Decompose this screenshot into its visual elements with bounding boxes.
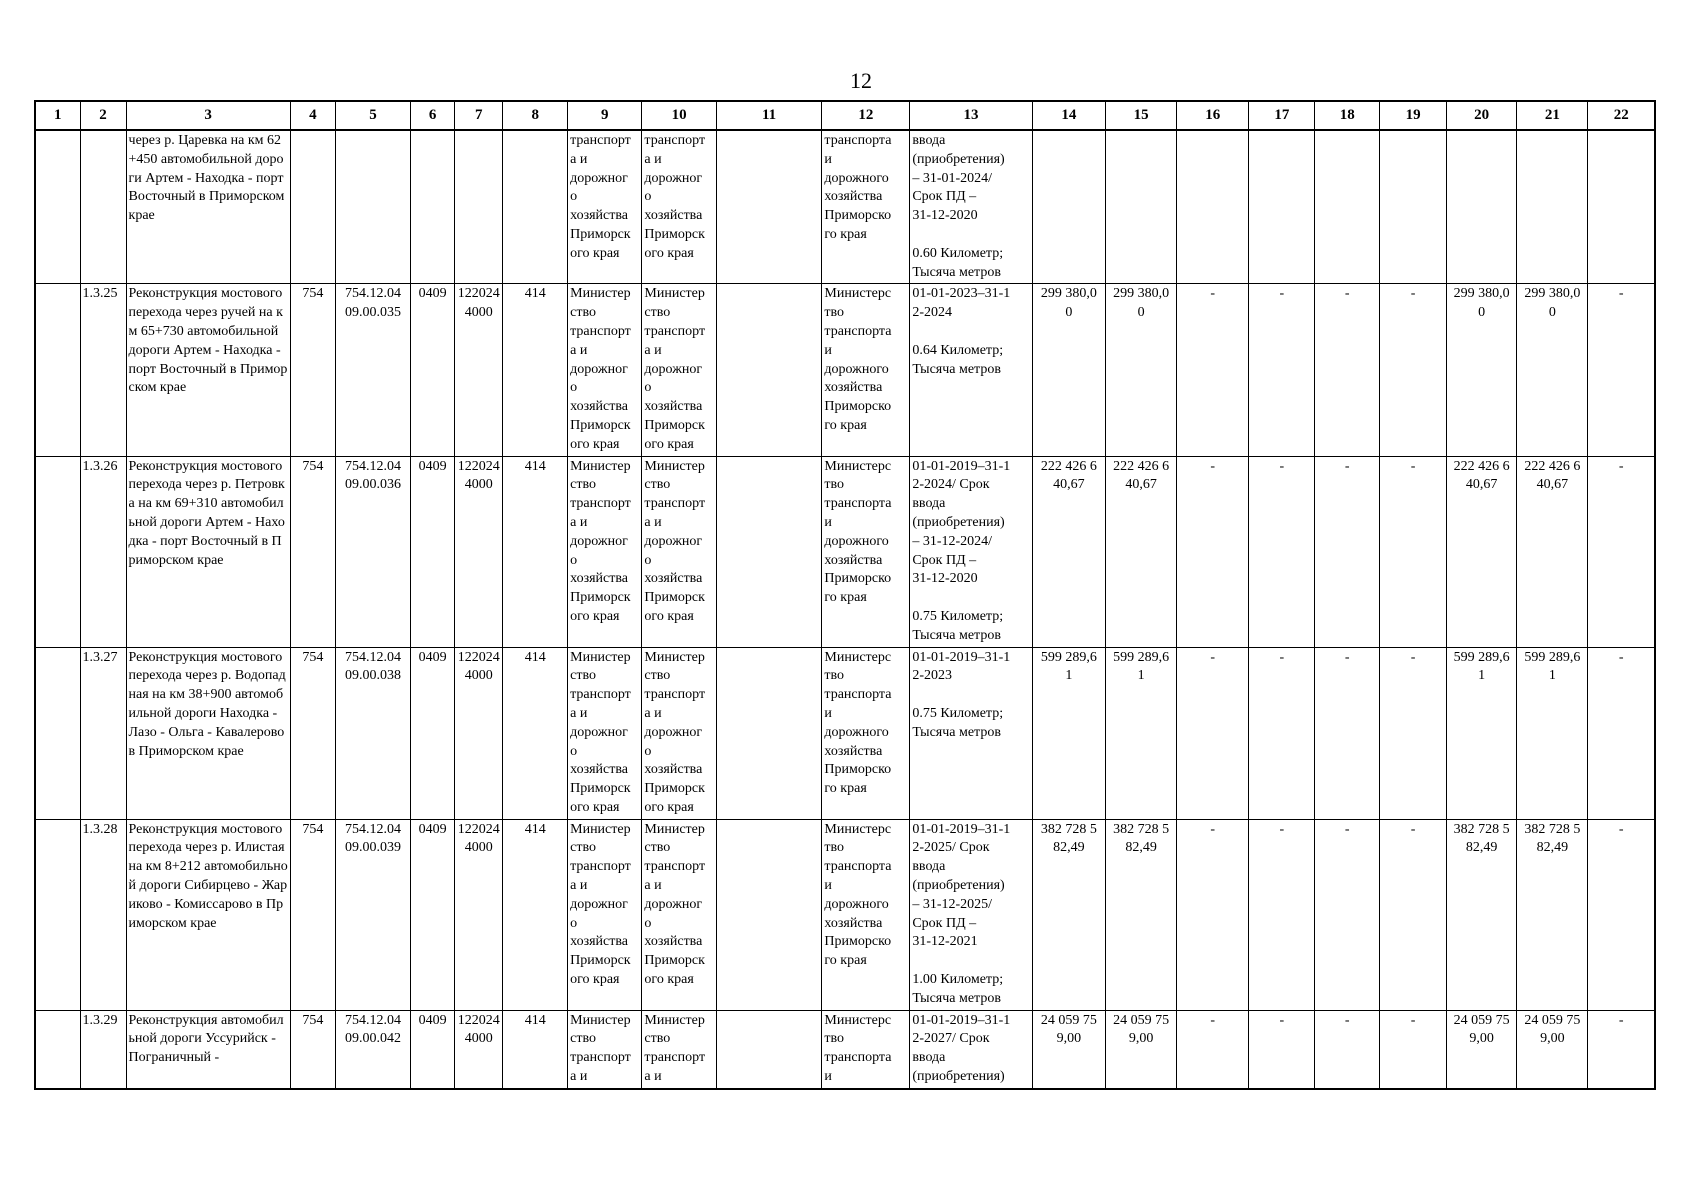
cell-col-15 bbox=[1106, 130, 1177, 284]
cell-col-5: 754.12.04 09.00.038 bbox=[335, 647, 410, 819]
cell-col-21: 299 380,0 0 bbox=[1517, 284, 1588, 456]
cell-object-name: Реконструкция мостового перехода через р. Водопадная на км 38+900 автомобильной дороги Находка - Лазо - Ольга - Кавалерово в Приморском крае bbox=[126, 647, 290, 819]
cell-col-22: - bbox=[1588, 819, 1655, 1010]
cell-item-number: 1.3.25 bbox=[80, 284, 126, 456]
cell-col-1 bbox=[35, 456, 80, 647]
header-cell: 13 bbox=[910, 101, 1032, 130]
budget-table bbox=[34, 100, 1656, 1090]
cell-col-5: 754.12.04 09.00.036 bbox=[335, 456, 410, 647]
cell-col-15: 599 289,6 1 bbox=[1106, 647, 1177, 819]
cell-col-7: 122024 4000 bbox=[455, 1010, 503, 1089]
cell-col-7: 122024 4000 bbox=[455, 284, 503, 456]
header-cell: 8 bbox=[503, 101, 568, 130]
cell-col-19: - bbox=[1380, 819, 1447, 1010]
cell-col-6: 0409 bbox=[411, 819, 455, 1010]
table-row bbox=[35, 130, 1655, 284]
cell-col-17: - bbox=[1249, 456, 1315, 647]
cell-col-7 bbox=[455, 130, 503, 284]
cell-col-14: 599 289,6 1 bbox=[1032, 647, 1105, 819]
cell-col-14: 24 059 75 9,00 bbox=[1032, 1010, 1105, 1089]
cell-col-11 bbox=[716, 647, 822, 819]
cell-col-14: 299 380,0 0 bbox=[1032, 284, 1105, 456]
header-cell: 14 bbox=[1032, 101, 1105, 130]
cell-col-10: Министер ство транспорт а и bbox=[642, 1010, 716, 1089]
cell-col-22: - bbox=[1588, 647, 1655, 819]
cell-col-18: - bbox=[1315, 456, 1380, 647]
cell-col-17: - bbox=[1249, 1010, 1315, 1089]
cell-col-17: - bbox=[1249, 819, 1315, 1010]
cell-item-number: 1.3.29 bbox=[80, 1010, 126, 1089]
cell-col-21: 382 728 5 82,49 bbox=[1517, 819, 1588, 1010]
cell-col-20: 382 728 5 82,49 bbox=[1447, 819, 1517, 1010]
cell-col-6 bbox=[411, 130, 455, 284]
cell-col-10: Министер ство транспорт а и дорожног о хозяйства Приморск ого края bbox=[642, 284, 716, 456]
cell-col-19: - bbox=[1380, 456, 1447, 647]
cell-col-10: Министер ство транспорт а и дорожног о хозяйства Приморск ого края bbox=[642, 456, 716, 647]
cell-col-19: - bbox=[1380, 647, 1447, 819]
cell-col-9: транспорт а и дорожног о хозяйства Приморск ого края bbox=[568, 130, 642, 284]
cell-col-8: 414 bbox=[503, 647, 568, 819]
cell-col-9: Министер ство транспорт а и дорожног о хозяйства Приморск ого края bbox=[568, 456, 642, 647]
cell-object-name: Реконструкция мостового перехода через р. Илистая на км 8+212 автомобильной дороги Сибирцево - Жариково - Комиссарово в Приморском крае bbox=[126, 819, 290, 1010]
cell-item-number: 1.3.26 bbox=[80, 456, 126, 647]
cell-col-5: 754.12.04 09.00.035 bbox=[335, 284, 410, 456]
cell-col-13: ввода (приобретения) – 31-01-2024/ Срок ПД – 31-12-2020 0.60 Километр; Тысяча метров bbox=[910, 130, 1032, 284]
table-row bbox=[35, 456, 1655, 647]
cell-col-10: Министер ство транспорт а и дорожног о хозяйства Приморск ого края bbox=[642, 647, 716, 819]
cell-col-22: - bbox=[1588, 456, 1655, 647]
cell-col-14: 382 728 5 82,49 bbox=[1032, 819, 1105, 1010]
cell-col-5 bbox=[335, 130, 410, 284]
cell-col-1 bbox=[35, 1010, 80, 1089]
cell-item-number: 1.3.27 bbox=[80, 647, 126, 819]
cell-col-1 bbox=[35, 819, 80, 1010]
cell-col-1 bbox=[35, 284, 80, 456]
cell-col-18: - bbox=[1315, 1010, 1380, 1089]
cell-col-13: 01-01-2019–31-1 2-2027/ Срок ввода (приобретения) bbox=[910, 1010, 1032, 1089]
cell-col-10: транспорт а и дорожног о хозяйства Приморск ого края bbox=[642, 130, 716, 284]
cell-col-9: Министер ство транспорт а и дорожног о хозяйства Приморск ого края bbox=[568, 284, 642, 456]
header-cell: 22 bbox=[1588, 101, 1655, 130]
table-row bbox=[35, 284, 1655, 456]
cell-col-9: Министер ство транспорт а и дорожног о хозяйства Приморск ого края bbox=[568, 819, 642, 1010]
cell-col-13: 01-01-2023–31-1 2-2024 0.64 Километр; Тысяча метров bbox=[910, 284, 1032, 456]
header-cell: 20 bbox=[1447, 101, 1517, 130]
cell-col-13: 01-01-2019–31-1 2-2024/ Срок ввода (приобретения) – 31-12-2024/ Срок ПД – 31-12-2020 0.75 Километр; Тысяча метров bbox=[910, 456, 1032, 647]
cell-col-15: 382 728 5 82,49 bbox=[1106, 819, 1177, 1010]
cell-col-7: 122024 4000 bbox=[455, 456, 503, 647]
header-cell: 17 bbox=[1249, 101, 1315, 130]
cell-col-13: 01-01-2019–31-1 2-2023 0.75 Километр; Тысяча метров bbox=[910, 647, 1032, 819]
cell-col-22 bbox=[1588, 130, 1655, 284]
cell-col-19: - bbox=[1380, 1010, 1447, 1089]
cell-col-6: 0409 bbox=[411, 647, 455, 819]
cell-col-1 bbox=[35, 130, 80, 284]
header-cell: 18 bbox=[1315, 101, 1380, 130]
cell-col-17 bbox=[1249, 130, 1315, 284]
cell-col-8: 414 bbox=[503, 284, 568, 456]
cell-col-22: - bbox=[1588, 1010, 1655, 1089]
cell-col-10: Министер ство транспорт а и дорожног о хозяйства Приморск ого края bbox=[642, 819, 716, 1010]
cell-col-15: 222 426 6 40,67 bbox=[1106, 456, 1177, 647]
header-cell: 21 bbox=[1517, 101, 1588, 130]
cell-col-20: 599 289,6 1 bbox=[1447, 647, 1517, 819]
header-cell: 10 bbox=[642, 101, 716, 130]
cell-col-14: 222 426 6 40,67 bbox=[1032, 456, 1105, 647]
header-cell: 12 bbox=[822, 101, 910, 130]
header-cell: 15 bbox=[1106, 101, 1177, 130]
cell-col-15: 24 059 75 9,00 bbox=[1106, 1010, 1177, 1089]
page-number: 12 bbox=[850, 68, 872, 93]
header-row bbox=[35, 101, 1655, 130]
cell-col-14 bbox=[1032, 130, 1105, 284]
cell-col-16: - bbox=[1177, 1010, 1249, 1089]
cell-item-number bbox=[80, 130, 126, 284]
cell-object-name: Реконструкция автомобильной дороги Уссурийск - Пограничный - bbox=[126, 1010, 290, 1089]
cell-col-21: 599 289,6 1 bbox=[1517, 647, 1588, 819]
cell-col-12: Министерс тво транспорта и bbox=[822, 1010, 910, 1089]
cell-col-11 bbox=[716, 130, 822, 284]
cell-col-12: Министерс тво транспорта и дорожного хозяйства Приморско го края bbox=[822, 819, 910, 1010]
cell-col-21: 222 426 6 40,67 bbox=[1517, 456, 1588, 647]
cell-object-name: через р. Царевка на км 62+450 автомобильной дороги Артем - Находка - порт Восточный в Приморском крае bbox=[126, 130, 290, 284]
cell-col-12: транспорта и дорожного хозяйства Приморско го края bbox=[822, 130, 910, 284]
table-row bbox=[35, 819, 1655, 1010]
cell-col-4 bbox=[290, 130, 335, 284]
header-cell: 5 bbox=[335, 101, 410, 130]
cell-col-6: 0409 bbox=[411, 1010, 455, 1089]
header-cell: 6 bbox=[411, 101, 455, 130]
cell-col-8: 414 bbox=[503, 1010, 568, 1089]
header-cell: 4 bbox=[290, 101, 335, 130]
table-row bbox=[35, 1010, 1655, 1089]
cell-item-number: 1.3.28 bbox=[80, 819, 126, 1010]
cell-object-name: Реконструкция мостового перехода через р. Петровка на км 69+310 автомобильной дороги Артем - Находка - порт Восточный в Приморском крае bbox=[126, 456, 290, 647]
cell-col-7: 122024 4000 bbox=[455, 647, 503, 819]
cell-col-4: 754 bbox=[290, 284, 335, 456]
cell-col-11 bbox=[716, 284, 822, 456]
cell-col-7: 122024 4000 bbox=[455, 819, 503, 1010]
cell-col-11 bbox=[716, 1010, 822, 1089]
cell-col-16 bbox=[1177, 130, 1249, 284]
header-cell: 7 bbox=[455, 101, 503, 130]
cell-col-21 bbox=[1517, 130, 1588, 284]
header-cell: 16 bbox=[1177, 101, 1249, 130]
header-cell: 11 bbox=[716, 101, 822, 130]
header-cell: 1 bbox=[35, 101, 80, 130]
cell-col-18: - bbox=[1315, 819, 1380, 1010]
header-cell: 3 bbox=[126, 101, 290, 130]
header-cell: 9 bbox=[568, 101, 642, 130]
cell-col-4: 754 bbox=[290, 819, 335, 1010]
cell-col-17: - bbox=[1249, 647, 1315, 819]
cell-col-18: - bbox=[1315, 284, 1380, 456]
cell-col-20 bbox=[1447, 130, 1517, 284]
cell-col-8 bbox=[503, 130, 568, 284]
cell-col-12: Министерс тво транспорта и дорожного хозяйства Приморско го края bbox=[822, 456, 910, 647]
cell-col-6: 0409 bbox=[411, 456, 455, 647]
cell-col-4: 754 bbox=[290, 456, 335, 647]
cell-col-8: 414 bbox=[503, 819, 568, 1010]
cell-col-4: 754 bbox=[290, 1010, 335, 1089]
cell-col-21: 24 059 75 9,00 bbox=[1517, 1010, 1588, 1089]
cell-col-1 bbox=[35, 647, 80, 819]
cell-col-18: - bbox=[1315, 647, 1380, 819]
cell-col-20: 299 380,0 0 bbox=[1447, 284, 1517, 456]
cell-col-9: Министер ство транспорт а и bbox=[568, 1010, 642, 1089]
cell-col-17: - bbox=[1249, 284, 1315, 456]
cell-col-11 bbox=[716, 456, 822, 647]
cell-col-16: - bbox=[1177, 647, 1249, 819]
cell-col-12: Министерс тво транспорта и дорожного хозяйства Приморско го края bbox=[822, 647, 910, 819]
cell-col-8: 414 bbox=[503, 456, 568, 647]
cell-col-11 bbox=[716, 819, 822, 1010]
cell-col-6: 0409 bbox=[411, 284, 455, 456]
header-cell: 19 bbox=[1380, 101, 1447, 130]
cell-col-20: 222 426 6 40,67 bbox=[1447, 456, 1517, 647]
header-cell: 2 bbox=[80, 101, 126, 130]
cell-col-4: 754 bbox=[290, 647, 335, 819]
cell-col-19 bbox=[1380, 130, 1447, 284]
cell-col-9: Министер ство транспорт а и дорожног о хозяйства Приморск ого края bbox=[568, 647, 642, 819]
cell-col-15: 299 380,0 0 bbox=[1106, 284, 1177, 456]
cell-col-16: - bbox=[1177, 819, 1249, 1010]
cell-col-12: Министерс тво транспорта и дорожного хозяйства Приморско го края bbox=[822, 284, 910, 456]
cell-col-13: 01-01-2019–31-1 2-2025/ Срок ввода (приобретения) – 31-12-2025/ Срок ПД – 31-12-2021 1.00 Километр; Тысяча метров bbox=[910, 819, 1032, 1010]
cell-col-16: - bbox=[1177, 284, 1249, 456]
cell-col-5: 754.12.04 09.00.042 bbox=[335, 1010, 410, 1089]
cell-col-5: 754.12.04 09.00.039 bbox=[335, 819, 410, 1010]
cell-col-19: - bbox=[1380, 284, 1447, 456]
cell-col-20: 24 059 75 9,00 bbox=[1447, 1010, 1517, 1089]
cell-object-name: Реконструкция мостового перехода через ручей на км 65+730 автомобильной дороги Артем - Находка - порт Восточный в Приморском крае bbox=[126, 284, 290, 456]
table-row bbox=[35, 647, 1655, 819]
cell-col-22: - bbox=[1588, 284, 1655, 456]
cell-col-18 bbox=[1315, 130, 1380, 284]
cell-col-16: - bbox=[1177, 456, 1249, 647]
